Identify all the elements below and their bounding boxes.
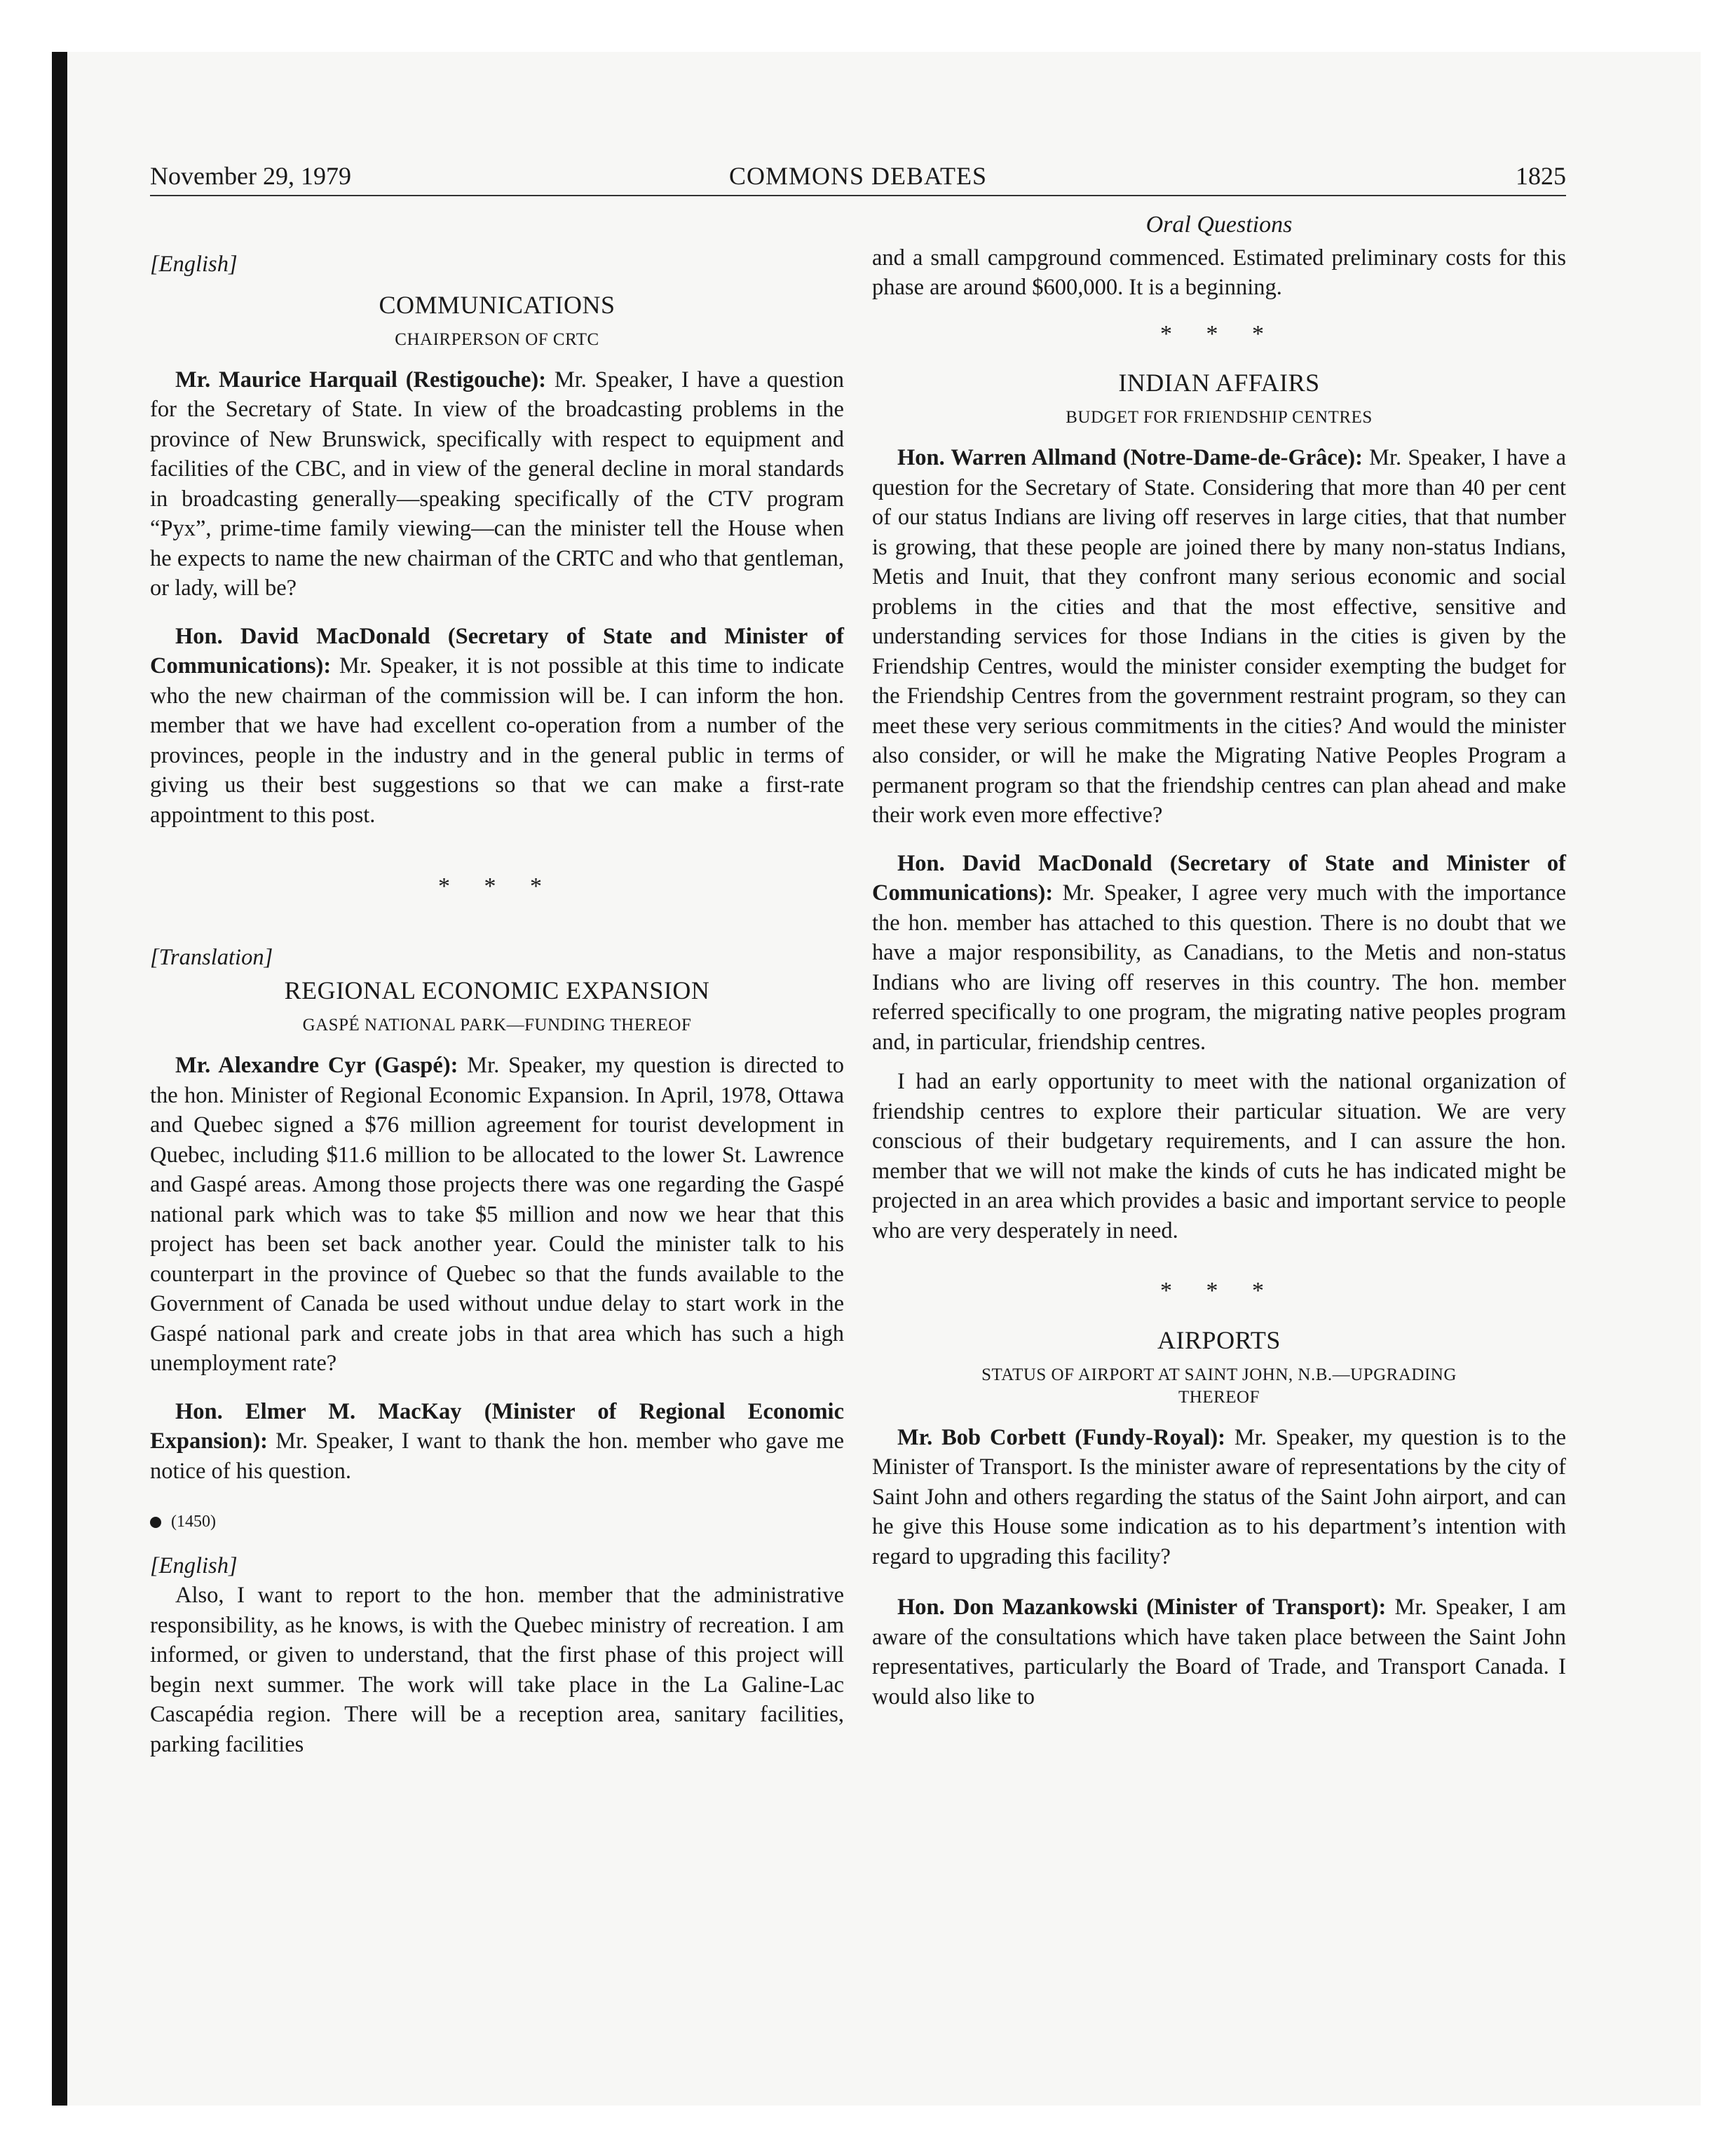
speaker-name: Hon. Elmer M. MacKay (Minister of Regional Economic Expansion): [150, 1398, 844, 1454]
section-heading: INDIAN AFFAIRS [1118, 369, 1320, 397]
section-separator: * * * [1160, 320, 1278, 347]
speech-text: and a small campground commenced. Estimated preliminary costs for this phase are around $600,000. It is a beginning. [872, 245, 1566, 300]
speaker-name: Mr. Bob Corbett (Fundy-Royal): [897, 1424, 1226, 1450]
language-note: [Translation] [150, 944, 273, 970]
speech-text: Also, I want to report to the hon. member that the administrative responsibility, as he knows, is with the Quebec ministry of recreation. I am informed, or given to understand, that the first phase of this project will begin next summer. The work will take place in the La Galine-Lac Cascapédia region. There will be a reception area, sanitary facilities, parking facilities [150, 1583, 844, 1757]
header-page-number: 1825 [1516, 162, 1566, 190]
speech-paragraph [150, 1581, 844, 1759]
header-date: November 29, 1979 [150, 162, 351, 190]
speech-paragraph [872, 443, 1566, 831]
speech-paragraph [872, 243, 1566, 303]
speech-paragraph [872, 849, 1566, 1058]
speech-text: Mr. Speaker, my question is directed to the hon. Minister of Regional Economic Expansion. In April, 1978, Ottawa and Quebec signed a $76 million agreement for tourist development in Quebec, including $11.6 million to be allocated to the lower St. Lawrence and Gaspé areas. Among those projects there was one regarding the Gaspé national park which was to take $5 million and now we hear that this project has been set back another year. Could the minister talk to his counterpart in the province of Quebec so that the funds available to the Government of Canada be used without undue delay to start work in the Gaspé national park and create jobs in that area which has such a high unemployment rate? [150, 1053, 845, 1376]
speaker-name: Hon. David MacDonald (Secretary of State and Minister of Communications): [150, 623, 844, 678]
speech-paragraph [872, 1592, 1566, 1712]
time-marker-text: (1450) [171, 1513, 216, 1531]
page-header [150, 158, 1566, 196]
speech-text: Mr. Speaker, I agree very much with the importance the hon. member has attached to this question. There is no doubt that we have a major responsibility, as Canadians, to the Metis and non-status Indians who are living off reserves in this country. The hon. member referred specifically to one program, the migrating native peoples program and, in particular, friendship centres. [872, 880, 1567, 1055]
header-title: COMMONS DEBATES [728, 162, 988, 190]
section-separator: * * * [1160, 1278, 1278, 1304]
speaker-name: Hon. Warren Allmand (Notre-Dame-de-Grâce): [897, 445, 1363, 470]
speech-paragraph [150, 622, 844, 831]
right-column [872, 210, 1566, 1712]
section-separator: * * * [438, 873, 556, 899]
left-column [150, 210, 844, 1759]
speech-paragraph [872, 1067, 1566, 1246]
speech-text: Mr. Speaker, I am aware of the consultations which have taken place between the Saint John representatives, particularly the Board of Trade, and Transport Canada. I would also like to [872, 1595, 1567, 1710]
section-heading: AIRPORTS [1157, 1325, 1281, 1354]
speech-text: Mr. Speaker, I have a question for the Secretary of State. Considering that more than 40 per cent of our status Indians are living off reserves in large cities, that that number is growing, that these people are joined there by many non-status Indians, Metis and Inuit, that they confront many serious economic and social problems in the cities and that the most effective, sensitive and understanding services for those Indians in the cities is given by the Friendship Centres, would the minister consider exempting the budget for the Friendship Centres from the government restraint program, so they can meet these very serious commitments in the cities? And would the minister also consider, or will he make the Migrating Native Peoples Program a permanent program so that the friendship centres can plan ahead and make their work even more effective? [872, 445, 1566, 828]
bullet-icon [150, 1517, 161, 1528]
speaker-name: Mr. Alexandre Cyr (Gaspé): [175, 1053, 458, 1078]
language-note: [English] [150, 252, 238, 277]
subsection-heading: STATUS OF AIRPORT AT SAINT JOHN, N.B.—UPGRADING THEREOF [981, 1365, 1457, 1407]
speech-paragraph [872, 1423, 1566, 1572]
speaker-name: Hon. Don Mazankowski (Minister of Transport): [897, 1595, 1387, 1620]
speech-text: Mr. Speaker, I have a question for the Secretary of State. In view of the broadcasting problems in the province of New Brunswick, specifically with respect to equipment and facilities of the CBC, and in view of the general decline in moral standards in broadcasting generally—speaking specifically of the CTV program “Pyx”, prime-time family viewing—can the minister tell the House when he expects to name the new chairman of the CRTC and who that gentleman, or lady, will be? [150, 367, 844, 601]
speaker-name: Hon. David MacDonald (Secretary of State and Minister of Communications): [872, 850, 1566, 906]
speaker-name: Mr. Maurice Harquail (Restigouche): [175, 367, 547, 393]
section-heading: REGIONAL ECONOMIC EXPANSION [284, 976, 710, 1004]
speech-paragraph [150, 1397, 844, 1487]
speech-paragraph [150, 1051, 844, 1379]
time-marker [150, 1507, 844, 1537]
subsection-heading: CHAIRPERSON OF CRTC [395, 329, 599, 349]
subsection-heading: GASPÉ NATIONAL PARK—FUNDING THEREOF [302, 1016, 692, 1035]
speech-text: I had an early opportunity to meet with the national organization of friendship centres to explore their particular situation. We are very conscious of their budgetary requirements, and I can assure the hon. member that we will not make the kinds of cuts he has indicated might be projected in an area which provides a basic and important service to people who are very desperately in need. [872, 1069, 1566, 1243]
section-heading: COMMUNICATIONS [379, 290, 615, 319]
subsection-heading: BUDGET FOR FRIENDSHIP CENTRES [1066, 408, 1373, 427]
speech-text: Mr. Speaker, I want to thank the hon. member who gave me notice of his question. [150, 1428, 844, 1484]
speech-text: Mr. Speaker, it is not possible at this time to indicate who the new chairman of the commission will be. I can inform the hon. member that we have had excellent co-operation from a number of the provinces, people in the industry and in the general public in terms of giving us their best suggestions so that we can make a first-rate appointment to this post. [150, 653, 845, 828]
language-note: [English] [150, 1553, 238, 1578]
running-head: Oral Questions [1145, 212, 1293, 238]
speech-paragraph [150, 365, 844, 603]
speech-text: Mr. Speaker, my question is to the Minister of Transport. Is the minister aware of representations by the city of Saint John and others regarding the status of the Saint John airport, and can he give this House some indication as to his department’s intention with regard to upgrading this facility? [872, 1424, 1567, 1569]
